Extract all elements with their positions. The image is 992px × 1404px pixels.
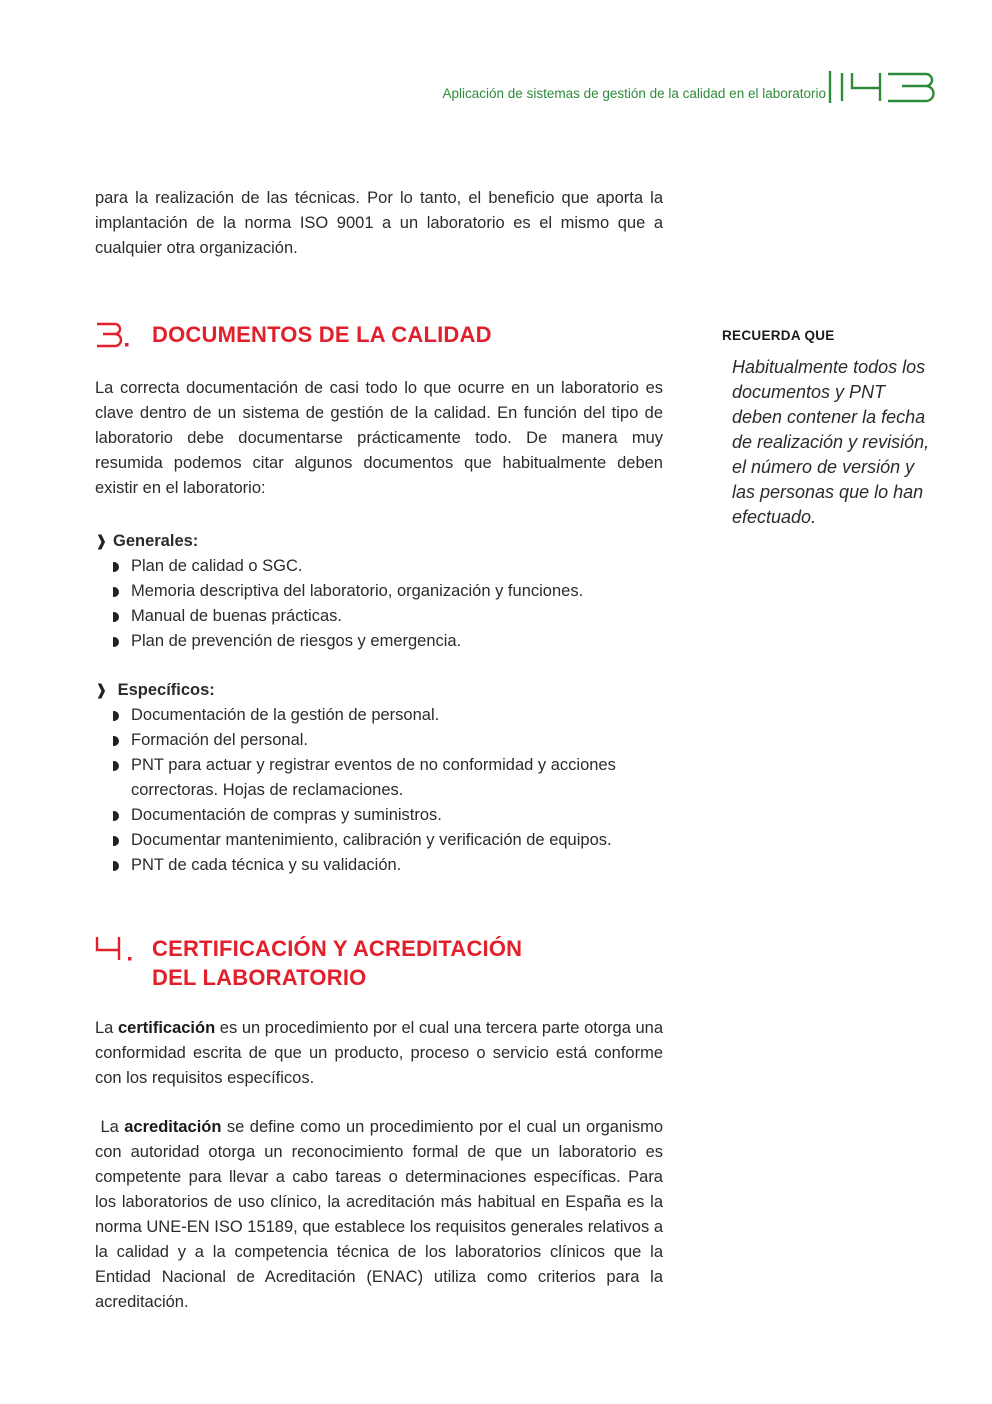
acreditacion-paragraph: La acreditación se define como un procedimiento por el cual un organismo con autoridad otorga un reconocimiento formal de que un laboratorio es competente para llevar a cabo tareas o determinaciones específicas. Para los laboratorios de uso clínico, la acreditación más habitual en España es la norma UNE-EN ISO 15189, que establece los requisitos generales relativos a la calidad y a la competencia técnica de los laboratorios clínicos que la Entidad Nacional de Acreditación (ENAC) utiliza como criterios para la acreditación.	[95, 1118, 663, 1311]
section-3-number	[95, 322, 145, 348]
page-number	[828, 71, 940, 103]
especificos-label: Específicos:	[117, 681, 215, 699]
chevron-right-icon: ❱	[95, 682, 108, 699]
list-item: PNT de cada técnica y su validación.	[113, 853, 661, 878]
half-circle-bullet-icon	[113, 861, 119, 871]
list-item: Plan de calidad o SGC.	[113, 554, 673, 579]
list-item: Documentación de la gestión de personal.	[113, 703, 661, 728]
list-item: Documentación de compras y suministros.	[113, 803, 661, 828]
especificos-list	[113, 703, 661, 878]
list-item: Plan de prevención de riesgos y emergencia.	[113, 629, 673, 654]
half-circle-bullet-icon	[113, 587, 119, 597]
list-item: Memoria descriptiva del laboratorio, organización y funciones.	[113, 579, 673, 604]
certificacion-paragraph: La certificación es un procedimiento por el cual una tercera parte otorga una conformidad escrita de que un producto, proceso o servicio está conforme con los requisitos específicos.	[95, 1019, 663, 1087]
sidebar-title: RECUERDA QUE	[722, 328, 835, 343]
half-circle-bullet-icon	[113, 761, 119, 771]
section-4-title-line1: CERTIFICACIÓN Y ACREDITACIÓN	[152, 936, 523, 961]
generales-heading	[95, 529, 198, 554]
intro-paragraph: para la realización de las técnicas. Por lo tanto, el beneficio que aporta la implantación de la norma ISO 9001 a un laboratorio es el mismo que a cualquier otra organización.	[95, 189, 663, 257]
section-3-title: DOCUMENTOS DE LA CALIDAD	[152, 322, 492, 347]
running-header-title: Aplicación de sistemas de gestión de la calidad en el laboratorio	[442, 86, 826, 101]
half-circle-bullet-icon	[113, 811, 119, 821]
half-circle-bullet-icon	[113, 562, 119, 572]
half-circle-bullet-icon	[113, 736, 119, 746]
list-item: Formación del personal.	[113, 728, 661, 753]
list-item: Manual de buenas prácticas.	[113, 604, 673, 629]
half-circle-bullet-icon	[113, 711, 119, 721]
acreditacion-term: acreditación	[124, 1118, 222, 1136]
chevron-right-icon: ❱	[95, 533, 108, 550]
half-circle-bullet-icon	[113, 836, 119, 846]
especificos-heading	[95, 678, 215, 703]
section-3-paragraph: La correcta documentación de casi todo lo que ocurre en un laboratorio es clave dentro de un sistema de gestión de la calidad. En función del tipo de laboratorio debe documentarse prácticamente todo. De manera muy resumida podemos citar algunos documentos que habitualmente deben existir en el laboratorio:	[95, 379, 663, 497]
sidebar-note: Habitualmente todos los documentos y PNT deben contener la fecha de realización y revisión, el número de versión y las personas que lo han efectuado.	[732, 357, 930, 527]
certificacion-term: certificación	[117, 1019, 216, 1037]
half-circle-bullet-icon	[113, 612, 119, 622]
list-item: Documentar mantenimiento, calibración y verificación de equipos.	[113, 828, 661, 853]
list-item: PNT para actuar y registrar eventos de no conformidad y acciones correctoras. Hojas de reclamaciones.	[113, 753, 661, 803]
generales-list	[113, 554, 673, 654]
half-circle-bullet-icon	[113, 637, 119, 647]
generales-label: Generales:	[113, 532, 199, 550]
section-4-number	[95, 936, 145, 962]
section-4-title-line2: DEL LABORATORIO	[152, 965, 367, 990]
